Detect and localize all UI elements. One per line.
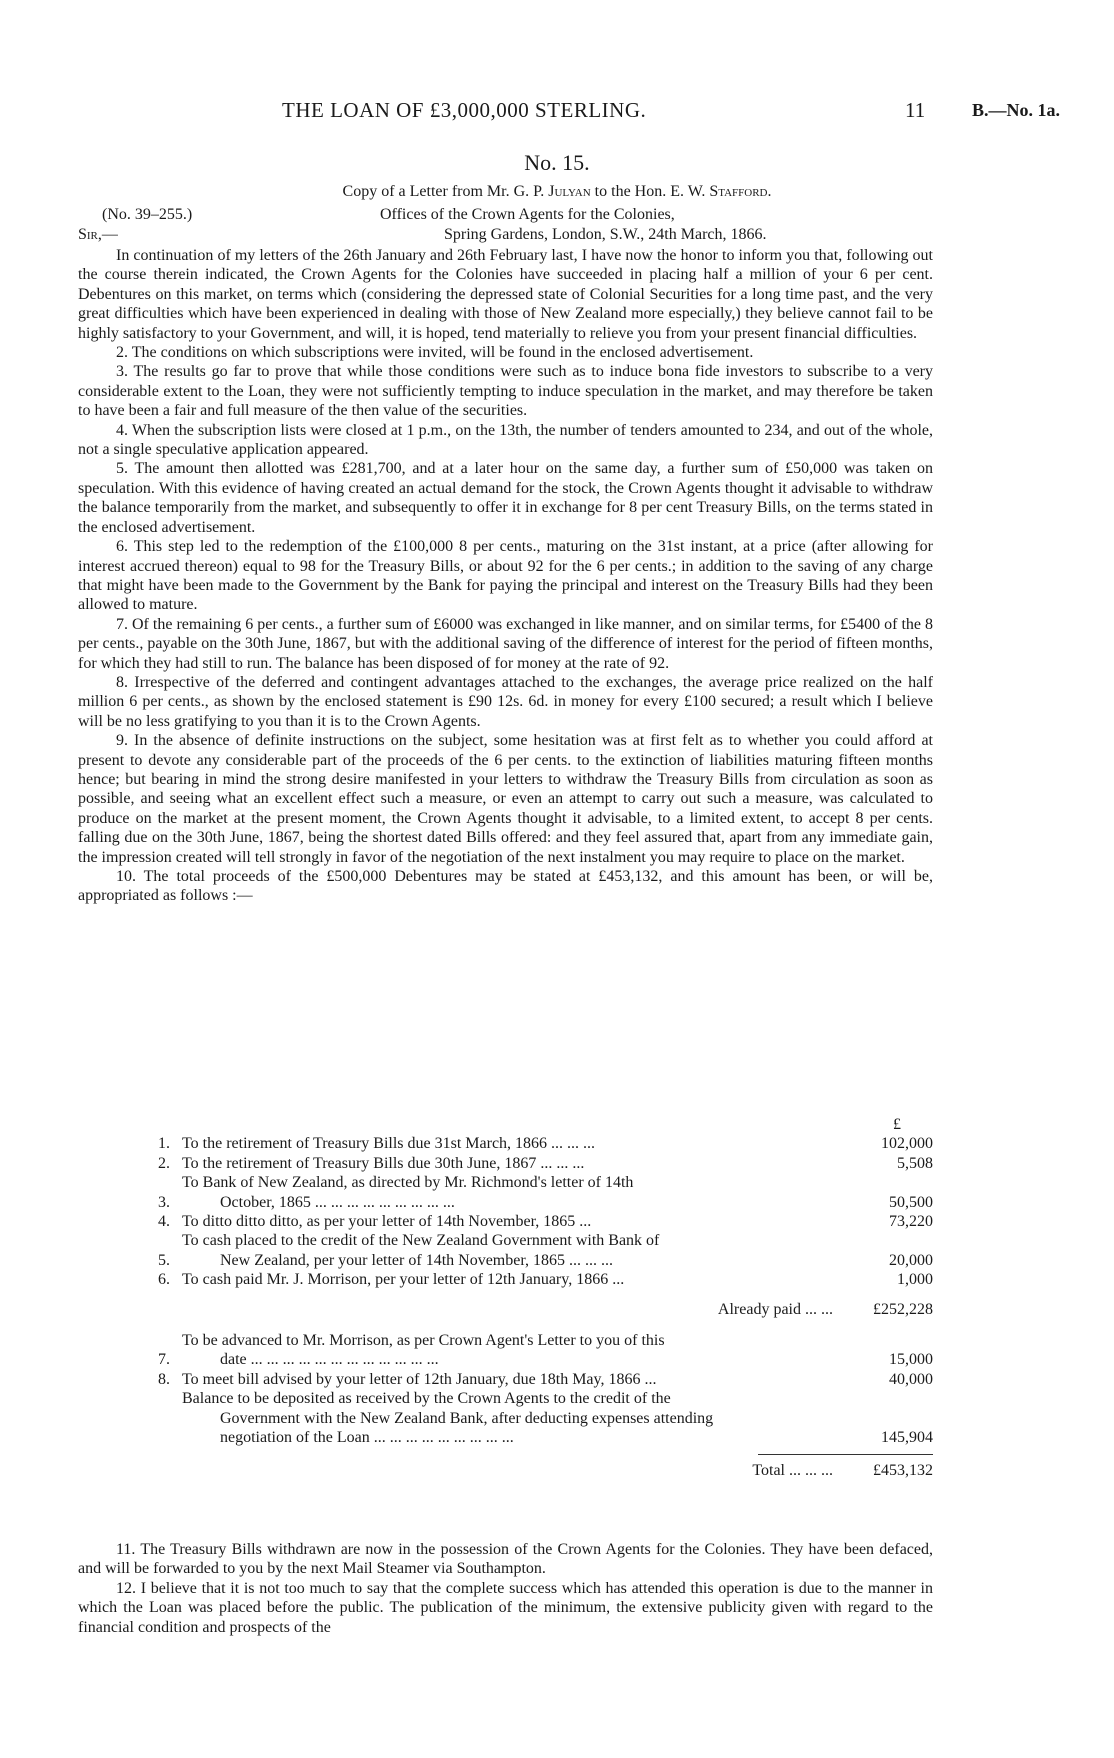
ledger-amount: 145,904 <box>881 1429 933 1447</box>
address-line-2: Spring Gardens, London, S.W., 24th March, 1866. <box>444 226 767 243</box>
currency-heading: £ <box>893 1116 901 1133</box>
ledger-row: 6. To cash paid Mr. J. Morrison, per your letter of 12th January, 1866 ... 1,000 <box>158 1271 933 1289</box>
ledger-amount: 73,220 <box>889 1213 933 1231</box>
letter-heading: Copy of a Letter from Mr. G. P. Julyan to the Hon. E. W. Stafford. <box>342 183 772 200</box>
salutation: Sir,— <box>78 226 118 243</box>
paragraph: 6. This step led to the redemption of the £100,000 8 per cents., maturing on the 31st instant, at a price (after allowing for interest accrued thereon) equal to 98 for the Treasury Bills, or about 92 for the 6 per cents.; in addition to the saving of any charge that might have been made to the Government by the Bank for paying the principal and interest on the Treasury Bills had they been allowed to mature. <box>78 538 933 614</box>
appropriation-table <box>158 1115 933 1480</box>
paragraph: 4. When the subscription lists were closed at 1 p.m., on the 13th, the number of tenders amounted to 234, and out of the whole, not a single speculative application appeared. <box>78 421 933 459</box>
page-header <box>0 98 1114 128</box>
ledger-row: 4. To ditto ditto ditto, as per your letter of 14th November, 1865 ... 73,220 <box>158 1213 933 1231</box>
ledger-row: 8. To meet bill advised by your letter of 12th January, due 18th May, 1866 ... 40,000 <box>158 1370 933 1388</box>
ledger-amount: 1,000 <box>897 1271 933 1289</box>
running-title: THE LOAN OF £3,000,000 STERLING. <box>282 98 647 122</box>
total-row: Total ... ... ... £453,132 <box>752 1461 933 1479</box>
ledger-row: Balance to be deposited as received by the Crown Agents to the credit of the Government with the New Zealand Bank, after deducting expenses attending negotiation of the Loan ... ... ... ... ... ... ... ... ... 145,904 <box>182 1390 933 1447</box>
paragraph: 10. The total proceeds of the £500,000 Debentures may be stated at £453,132, and this amount has been, or will be, appropriated as follows :— <box>78 868 933 905</box>
already-paid-row: Already paid ... ... £252,228 <box>717 1300 933 1318</box>
paragraph: In continuation of my letters of the 26th January and 26th February last, I have now the honor to inform you that, following out the course therein indicated, the Crown Agents for the Colonies have succeeded in placing half a million of your 6 per cent. Debentures on this market, on terms which (considering the depressed state of Colonial Securities for a long time past, and the very great difficulties which have been experienced in dealing with those of New Zealand more especially,) they believe cannot fail to be highly satisfactory to your Government, and will, it is hoped, tend materially to relieve you from your present financial difficulties. <box>78 247 933 342</box>
ledger-row: 1. To the retirement of Treasury Bills due 31st March, 1866 ... ... ... 102,000 <box>158 1135 933 1153</box>
already-paid-amount: £252,228 <box>873 1300 933 1318</box>
paragraph: 11. The Treasury Bills withdrawn are now in the possession of the Crown Agents for the Colonies. They have been defaced, and will be forwarded to you by the next Mail Steamer via Southampton. <box>78 1541 933 1578</box>
sender-name: Julyan <box>548 183 591 200</box>
paragraph: 2. The conditions on which subscriptions were invited, will be found in the enclosed advertisement. <box>116 344 754 362</box>
total-rule <box>758 1454 933 1455</box>
total-amount: £453,132 <box>873 1461 933 1479</box>
ledger-amount: 102,000 <box>881 1135 933 1153</box>
letter-reference: (No. 39–255.) <box>102 206 193 223</box>
recipient-name: Stafford <box>709 183 768 200</box>
address-line-1: Offices of the Crown Agents for the Colonies, <box>380 206 675 223</box>
paragraph: 7. Of the remaining 6 per cents., a further sum of £6000 was exchanged in like manner, and on similar terms, for £5400 of the 8 per cents., payable on the 30th June, 1867, but with the additional saving of the difference of interest for the period of fifteen months, for which they had still to run. The balance has been disposed of for money at the rate of 92. <box>78 615 933 672</box>
letter-body-continued <box>78 1540 933 1637</box>
letter-body <box>78 246 933 906</box>
paragraph: 5. The amount then allotted was £281,700, and at a later hour on the same day, a further sum of £50,000 was taken on speculation. With this evidence of having created an actual demand for the stock, the Crown Agents thought it advisable to withdraw the balance temporarily from the market, and subsequently to offer it in exchange for 8 per cent Treasury Bills, on the terms stated in the enclosed advertisement. <box>78 460 933 536</box>
ledger-row: 5. To cash placed to the credit of the New Zealand Government with Bank of New Zealand, per your letter of 14th November, 1865 ... ... ... 20,000 <box>158 1232 933 1269</box>
ledger-amount: 20,000 <box>889 1251 933 1269</box>
ledger-amount: 40,000 <box>889 1370 933 1388</box>
page-number: 11 <box>905 98 926 122</box>
paragraph: 12. I believe that it is not too much to say that the complete success which has attended this operation is due to the manner in which the Loan was placed before the public. The publication of the minimum, the extensive publicity given with regard to the financial condition and prospects of the <box>78 1579 933 1636</box>
document-number: No. 15. <box>524 150 590 175</box>
paragraph: 3. The results go far to prove that while those conditions were such as to induce bona fide investors to subscribe to a very considerable extent to the Loan, they were not sufficiently tempting to induce speculation in the market, and may therefore be taken to have been a fair and full measure of the then value of the securities. <box>78 363 933 420</box>
ledger-amount: 50,500 <box>889 1193 933 1211</box>
ledger-amount: 5,508 <box>897 1154 933 1172</box>
paragraph: 8. Irrespective of the deferred and contingent advantages attached to the exchanges, the average price realized on the half million 6 per cents., as shown by the enclosed statement is £90 12s. 6d. in money for every £100 secured; a result which I believe will be no less gratifying to you than it is to the Crown Agents. <box>78 673 933 730</box>
ledger-row: 2. To the retirement of Treasury Bills due 30th June, 1867 ... ... ... 5,508 <box>158 1154 933 1172</box>
document-reference: B.—No. 1a. <box>972 100 1061 120</box>
paragraph: 9. In the absence of definite instructions on the subject, some hesitation was at first felt as to whether you could afford at present to devote any considerable part of the proceeds of the 6 per cents. to the extinction of liabilities maturing fifteen months hence; but bearing in mind the strong desire manifested in your letters to withdraw the Treasury Bills from circulation as soon as possible, and seeing what an excellent effect such a measure, or even an attempt to carry out such a measure, was calculated to produce on the market at the present moment, the Crown Agents thought it advisable, to a limited extent, to accept 8 per cents. falling due on the 30th June, 1867, being the shortest dated Bills offered: and they feel assured that, apart from any immediate gain, the impression created will tell strongly in favor of the negotiation of the next instalment you may require to place on the market. <box>78 732 933 866</box>
ledger-row: 7. To be advanced to Mr. Morrison, as per Crown Agent's Letter to you of this date ... ... ... ... ... ... ... ... ... ... ... ... 15,000 <box>158 1332 933 1369</box>
ledger-amount: 15,000 <box>889 1351 933 1369</box>
ledger-row: 3. To Bank of New Zealand, as directed by Mr. Richmond's letter of 14th October, 1865 ... ... ... ... ... ... ... ... ... 50,500 <box>158 1174 933 1211</box>
